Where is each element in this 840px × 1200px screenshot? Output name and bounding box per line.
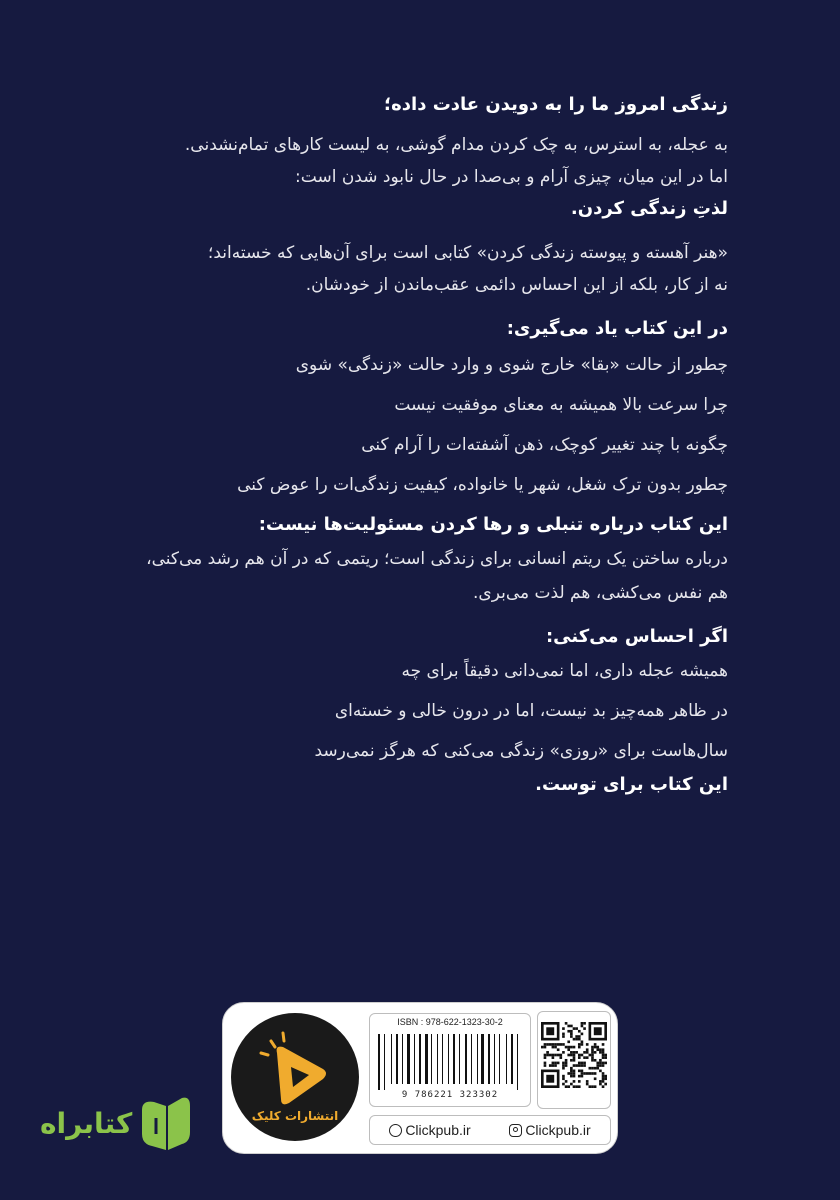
barcode-bar <box>417 1034 418 1084</box>
barcode-bar <box>425 1034 428 1084</box>
text-line: «هنر آهسته و پیوسته زندگی کردن» کتابی است برای آن‌هایی که خسته‌اند؛ <box>207 243 728 263</box>
barcode-bar <box>471 1034 472 1084</box>
barcode-bar <box>407 1034 410 1084</box>
publisher-logo <box>231 1013 359 1141</box>
barcode-bar <box>514 1034 516 1090</box>
back-cover-text <box>100 92 728 798</box>
barcode-bar <box>517 1034 518 1090</box>
heading-line: زندگی امروز ما را به دویدن عادت داده؛ <box>383 94 728 115</box>
barcode-bar <box>411 1034 413 1084</box>
qr-code <box>541 1022 607 1088</box>
barcode-bar <box>439 1034 440 1084</box>
social-links <box>369 1115 611 1145</box>
barcode-bar <box>384 1034 385 1090</box>
barcode-bar <box>496 1034 498 1084</box>
heading-line: لذتِ زندگی کردن. <box>570 198 728 219</box>
barcode-bar <box>442 1034 444 1084</box>
text-line: در ظاهر همه‌چیز بد نیست، اما در درون خالی و خسته‌ای <box>334 701 728 721</box>
barcode-bars <box>378 1034 522 1090</box>
text-line: نه از کار، بلکه از این احساس دائمی عقب‌ماندن از خودشان. <box>305 275 728 295</box>
barcode-bar <box>506 1034 507 1084</box>
heading-line: در این کتاب یاد می‌گیری: <box>506 318 728 339</box>
barcode-bar <box>459 1034 460 1084</box>
barcode-digits: 9 786221 323302 <box>401 1090 499 1100</box>
text-line: سال‌هاست برای «روزی» زندگی می‌کنی که هرگز نمی‌رسد <box>314 741 728 761</box>
barcode-bar <box>382 1034 383 1090</box>
barcode-bar <box>486 1034 487 1084</box>
text-line: درباره ساختن یک ریتم انسانی برای زندگی است؛ ریتمی که در آن هم رشد می‌کنی، <box>146 549 728 569</box>
barcode-bar <box>402 1034 403 1084</box>
text-line: چگونه با چند تغییر کوچک، ذهن آشفته‌ات را آرام کنی <box>361 435 728 455</box>
barcode-bar <box>456 1034 457 1084</box>
barcode-bar <box>431 1034 432 1084</box>
barcode-box <box>369 1013 531 1107</box>
publisher-logo-label: انتشارات کلیک <box>251 1109 339 1123</box>
barcode-bar <box>491 1034 492 1084</box>
barcode-bar <box>400 1034 401 1084</box>
ketabrah-logo-icon <box>136 1092 196 1154</box>
barcode-bar <box>479 1034 480 1084</box>
barcode-bar <box>429 1034 430 1084</box>
qr-code-box <box>537 1011 611 1109</box>
barcode-bar <box>396 1034 398 1084</box>
globe-icon <box>389 1124 402 1137</box>
barcode-bar <box>393 1034 395 1084</box>
text-line: هم نفس می‌کشی، هم لذت می‌بری. <box>473 583 728 603</box>
text-line: چرا سرعت بالا همیشه به معنای موفقیت نیست <box>394 395 728 415</box>
ketabrah-watermark <box>40 1090 212 1156</box>
heading-line: این کتاب درباره تنبلی و رها کردن مسئولیت‌ها نیست: <box>258 514 728 535</box>
heading-line: اگر احساس می‌کنی: <box>545 626 728 647</box>
barcode-bar <box>448 1034 449 1084</box>
barcode-bar <box>511 1034 513 1084</box>
barcode-bar <box>520 1034 521 1090</box>
text-line: همیشه عجله داری، اما نمی‌دانی دقیقاً برای چه <box>401 661 728 681</box>
instagram-text: Clickpub.ir <box>525 1122 591 1138</box>
barcode-bar <box>453 1034 455 1084</box>
barcode-bar <box>434 1034 436 1084</box>
barcode-bar <box>477 1034 478 1084</box>
text-line: به عجله، به استرس، به چک کردن مدام گوشی، به لیست کارهای تمام‌نشدنی. <box>184 135 728 155</box>
barcode-bar <box>473 1034 475 1084</box>
publisher-info-panel <box>222 1002 618 1154</box>
barcode-bar <box>499 1034 500 1084</box>
website-link <box>389 1122 470 1138</box>
barcode-bar <box>404 1034 405 1084</box>
barcode-bar <box>502 1034 505 1084</box>
barcode-bar <box>465 1034 467 1084</box>
text-line: اما در این میان، چیزی آرام و بی‌صدا در حال نابود شدن است: <box>295 167 728 187</box>
barcode-bar <box>508 1034 509 1084</box>
heading-line: این کتاب برای توست. <box>535 774 728 795</box>
barcode-bar <box>419 1034 421 1084</box>
barcode-bar <box>481 1034 484 1084</box>
barcode-bar <box>437 1034 438 1084</box>
barcode-bar <box>451 1034 452 1084</box>
text-line: چطور از حالت «بقا» خارج شوی و وارد حالت «زندگی» شوی <box>295 355 728 375</box>
barcode-bar <box>391 1034 392 1084</box>
barcode-bar <box>469 1034 470 1084</box>
website-text: Clickpub.ir <box>405 1122 471 1138</box>
barcode-bar <box>461 1034 464 1084</box>
watermark-text: کتابراه <box>40 1106 133 1140</box>
barcode-bar <box>444 1034 447 1084</box>
barcode-bar <box>488 1034 490 1084</box>
text-line: چطور بدون ترک شغل، شهر یا خانواده، کیفیت زندگی‌ات را عوض کنی <box>237 475 728 495</box>
barcode-bar <box>378 1034 380 1090</box>
isbn-text: ISBN : 978-622-1323-30-2 <box>397 1017 503 1027</box>
barcode-bar <box>386 1034 389 1084</box>
instagram-icon <box>509 1124 522 1137</box>
barcode-bar <box>414 1034 415 1084</box>
barcode-bar <box>494 1034 495 1084</box>
barcode-bar <box>422 1034 423 1084</box>
instagram-link <box>509 1122 590 1138</box>
